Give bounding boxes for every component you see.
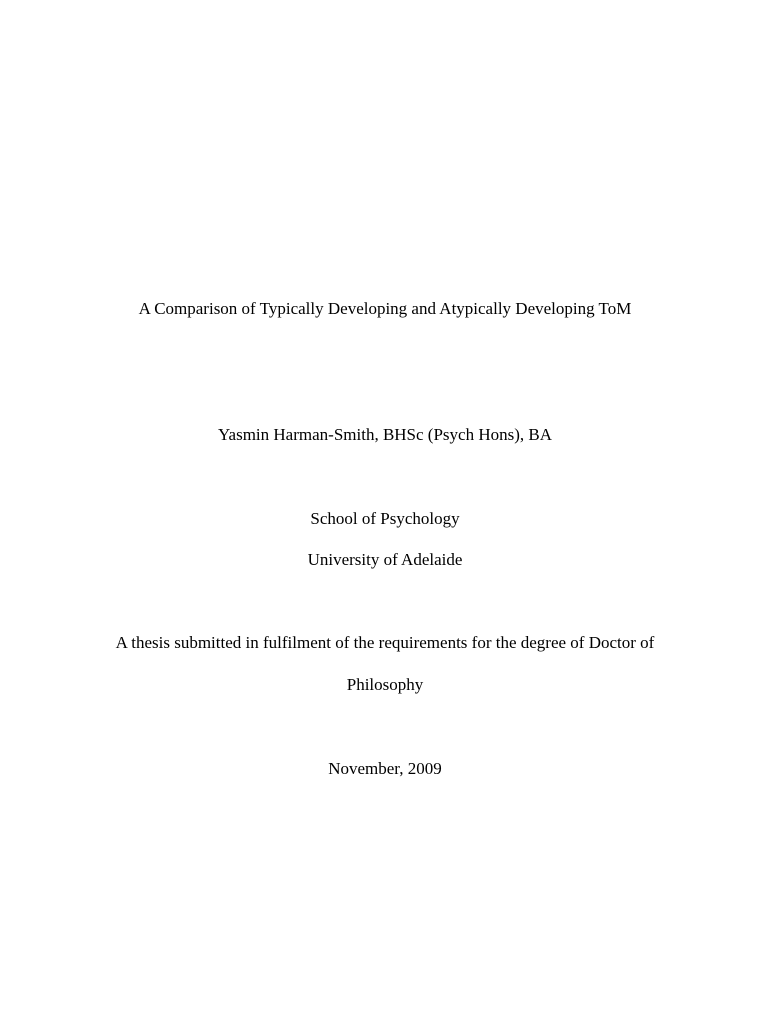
author-name: Yasmin Harman-Smith, BHSc (Psych Hons), BA — [217, 425, 553, 444]
school-name: School of Psychology — [310, 509, 460, 528]
thesis-title: A Comparison of Typically Developing and Atypically Developing ToM — [138, 299, 632, 318]
degree-statement-line-1: A thesis submitted in fulfilment of the requirements for the degree of Doctor of — [115, 633, 655, 652]
submission-date: November, 2009 — [328, 759, 442, 778]
degree-statement-line-2: Philosophy — [346, 675, 424, 694]
university-name: University of Adelaide — [307, 550, 463, 569]
